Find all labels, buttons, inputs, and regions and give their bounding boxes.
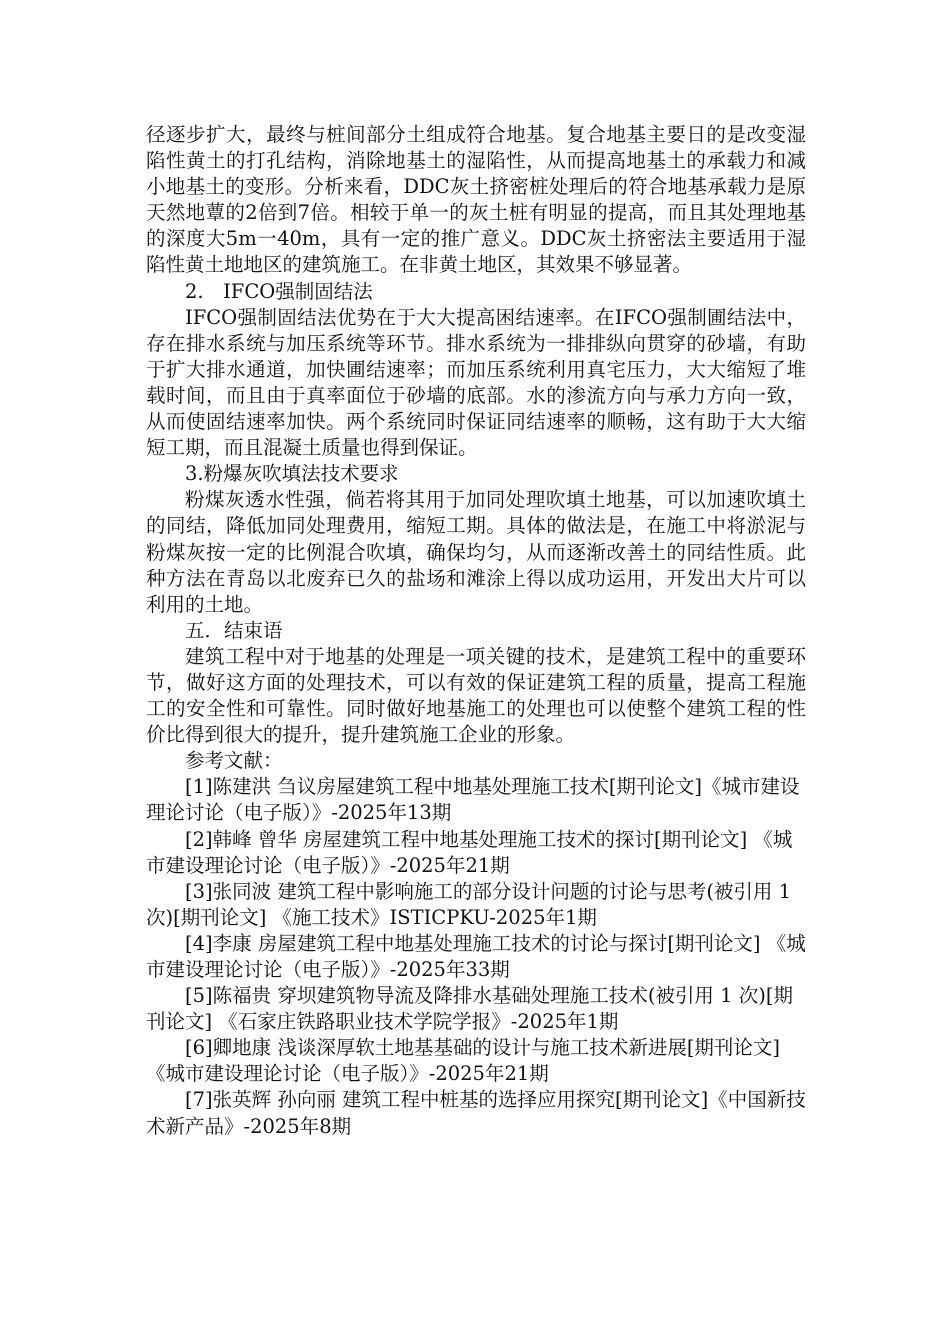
document-page — [146, 122, 806, 1140]
paragraph-fly-ash: 粉煤灰透水性强，倘若将其用于加同处理吹填土地基，可以加速吹填土的同结，降低加同处理费用，缩短工期。具体的做法是，在施工中将淤泥与粉煤灰按一定的比例混合吹填，确保均匀，从而逐渐改善土的同结性质。此种方法在青岛以北废弃已久的盐场和滩涂上得以成功运用，开发出大片可以利用的土地。 — [146, 488, 806, 616]
reference-item: [6]卿地康 浅谈深厚软土地基基础的设计与施工技术新进展[期刊论文] 《城市建设理论讨论（电子版）》-2025年21期 — [146, 1036, 781, 1086]
heading-conclusion: 五．结束语 — [185, 618, 283, 642]
heading-references: 参考文献： — [185, 749, 283, 773]
reference-item: [2]韩峰 曾华 房屋建筑工程中地基处理施工技术的探讨[期刊论文] 《城市建设理论讨论（电子版）》-2025年21期 — [146, 827, 793, 877]
reference-item: [7]张英辉 孙向丽 建筑工程中桩基的选择应用探究[期刊论文]《中国新技术新产品》-2025年8期 — [146, 1088, 806, 1138]
heading-ifco: 2. IFCO强制固结法 — [185, 279, 373, 303]
reference-item: [5]陈福贵 穿坝建筑物导流及降排水基础处理施工技术(被引用 1 次)[期刊论文] 《石家庄铁路职业技术学院学报》-2025年1期 — [146, 984, 793, 1034]
reference-item: [4]李康 房屋建筑工程中地基处理施工技术的讨论与探讨[期刊论文] 《城市建设理论讨论（电子版）》-2025年33期 — [146, 931, 806, 981]
paragraph-ifco: IFCO强制固结法优势在于大大提高困结速率。在IFCO强制圃结法中，存在排水系统与加压系统等环节。排水系统为一排排纵向贯穿的砂墙，有助于扩大排水通道，加快圃结速率；而加压系统利用真宅压力，大大缩短了堆载时间，而且由于真率面位于砂墙的底部。水的渗流方向与承力方向一致，从而使固结速率加快。两个系统同时保证同结速率的顺畅，这有助于大大缩短工期，而且混凝土质量也得到保证。 — [146, 305, 806, 460]
paragraph-conclusion: 建筑工程中对于地基的处理是一项关键的技术，是建筑工程中的重要环节，做好这方面的处理技术，可以有效的保证建筑工程的质量，提高工程施工的安全性和可靠性。同时做好地基施工的处理也可以使整个建筑工程的性价比得到很大的提升，提升建筑施工企业的形象。 — [146, 644, 806, 747]
paragraph-ddc-continued: 径逐步扩大，最终与桩间部分土组成符合地基。复合地基主要日的是改变湿陷性黄土的打孔结构，消除地基土的湿陷性，从而提高地基土的承载力和减小地基土的变形。分析来看，DDC灰土挤密桩处理后的符合地基承载力是原天然地蕈的2倍到7倍。相较于单一的灰土桩有明显的提高，而且其处理地基的深度大5m一40m，具有一定的推广意义。DDC灰土挤密法主要适用于湿陷性黄土地地区的建筑施工。在非黄土地区，其效果不够显著。 — [146, 123, 806, 277]
reference-item: [3]张同波 建筑工程中影响施工的部分设计问题的讨论与思考(被引用 1 次)[期刊论文] 《施工技术》ISTICPKU-2025年1期 — [146, 879, 792, 929]
reference-item: [1]陈建洪 刍议房屋建筑工程中地基处理施工技术[期刊论文]《城市建设理论讨论（电子版）》-2025年13期 — [146, 775, 800, 825]
heading-fly-ash: 3.粉爆灰吹填法技术要求 — [185, 462, 399, 486]
